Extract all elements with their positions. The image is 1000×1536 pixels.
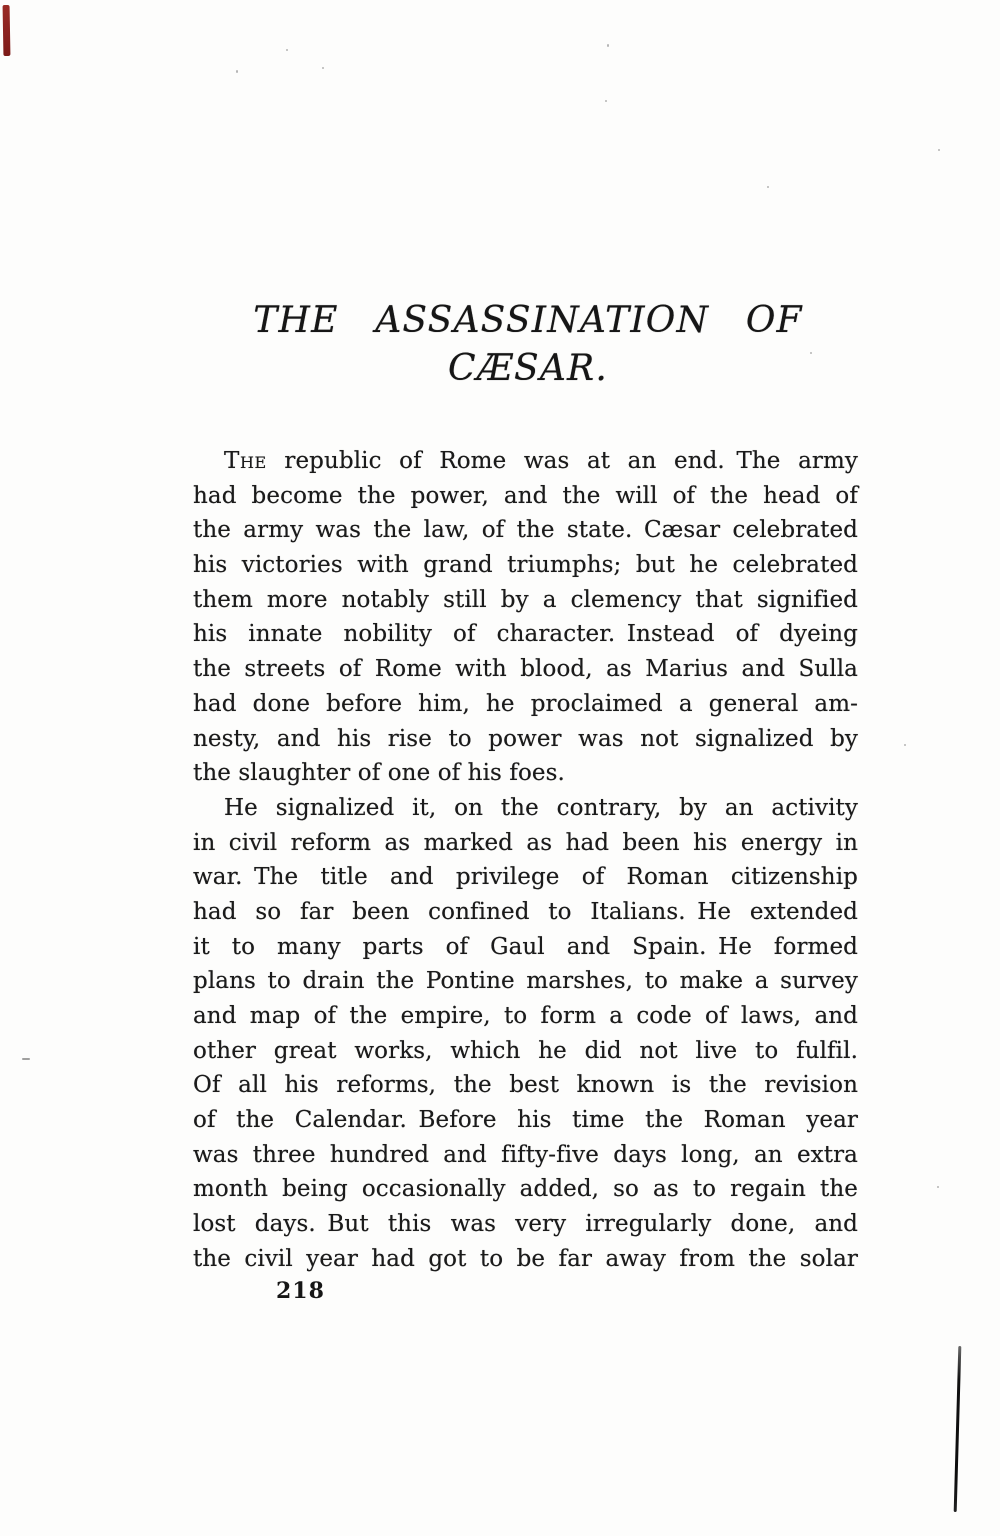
- page-title-line-1: THE ASSASSINATION OF: [253, 300, 803, 341]
- page-title: [195, 297, 861, 393]
- scan-speck: [605, 100, 607, 102]
- text-line: war. The title and privilege of Roman citizenship: [193, 864, 858, 891]
- text-line: other great works, which he did not live to fulfil.: [193, 1037, 858, 1064]
- text-line: them more notably still by a clemency that signified: [193, 586, 858, 613]
- text-line: and map of the empire, to form a code of laws, and: [193, 1003, 858, 1029]
- text-line: his innate nobility of character. Instead of dyeing: [193, 621, 858, 648]
- scan-speck: [607, 44, 609, 47]
- scan-speck: [810, 352, 812, 354]
- text-line: nesty, and his rise to power was not signalized by: [193, 725, 858, 752]
- text-line: in civil reform as marked as had been his energy in: [193, 829, 858, 856]
- text-line: plans to drain the Pontine marshes, to make a survey: [193, 968, 858, 995]
- scan-speck: [904, 744, 906, 746]
- text-line: The republic of Rome was at an end. The army: [224, 448, 858, 474]
- scan-speck: [236, 70, 238, 73]
- text-line: had so far been confined to Italians. He extended: [193, 898, 858, 925]
- text-line: lost days. But this was very irregularly done, and: [193, 1211, 858, 1238]
- text-line: was three hundred and fifty-five days long, an extra: [193, 1141, 858, 1168]
- text-line: had become the power, and the will of the head of: [193, 482, 858, 509]
- text-line: had done before him, he proclaimed a general am-: [193, 690, 858, 717]
- text-line: month being occasionally added, so as to regain the: [193, 1176, 858, 1203]
- text-line: Of all his reforms, the best known is the revision: [193, 1072, 858, 1099]
- text-line: the streets of Rome with blood, as Marius and Sulla: [193, 656, 858, 683]
- scan-speck: [937, 1186, 939, 1188]
- scan-speck: [938, 149, 940, 151]
- text-line: his victories with grand triumphs; but he celebrated: [193, 552, 858, 579]
- page-title-line-2: CÆSAR.: [448, 348, 608, 389]
- red-margin-mark: [3, 5, 11, 56]
- smallcaps-lead: The: [224, 448, 267, 474]
- text-line: He signalized it, on the contrary, by an activity: [224, 794, 858, 821]
- page-edge-line: [954, 1346, 962, 1512]
- scan-speck: [767, 186, 769, 188]
- text-line: the army was the law, of the state. Cæsar celebrated: [193, 517, 858, 544]
- scan-dash: [22, 1058, 30, 1060]
- text-line: it to many parts of Gaul and Spain. He formed: [193, 933, 858, 960]
- scan-speck: [322, 67, 324, 69]
- text-line: the slaughter of one of his foes.: [193, 760, 565, 787]
- body-text: [193, 444, 858, 1277]
- scan-speck: [286, 49, 288, 51]
- page-number: 218: [276, 1278, 325, 1304]
- text-line: of the Calendar. Before his time the Roman year: [193, 1107, 858, 1134]
- text-line: the civil year had got to be far away from the solar: [193, 1245, 858, 1272]
